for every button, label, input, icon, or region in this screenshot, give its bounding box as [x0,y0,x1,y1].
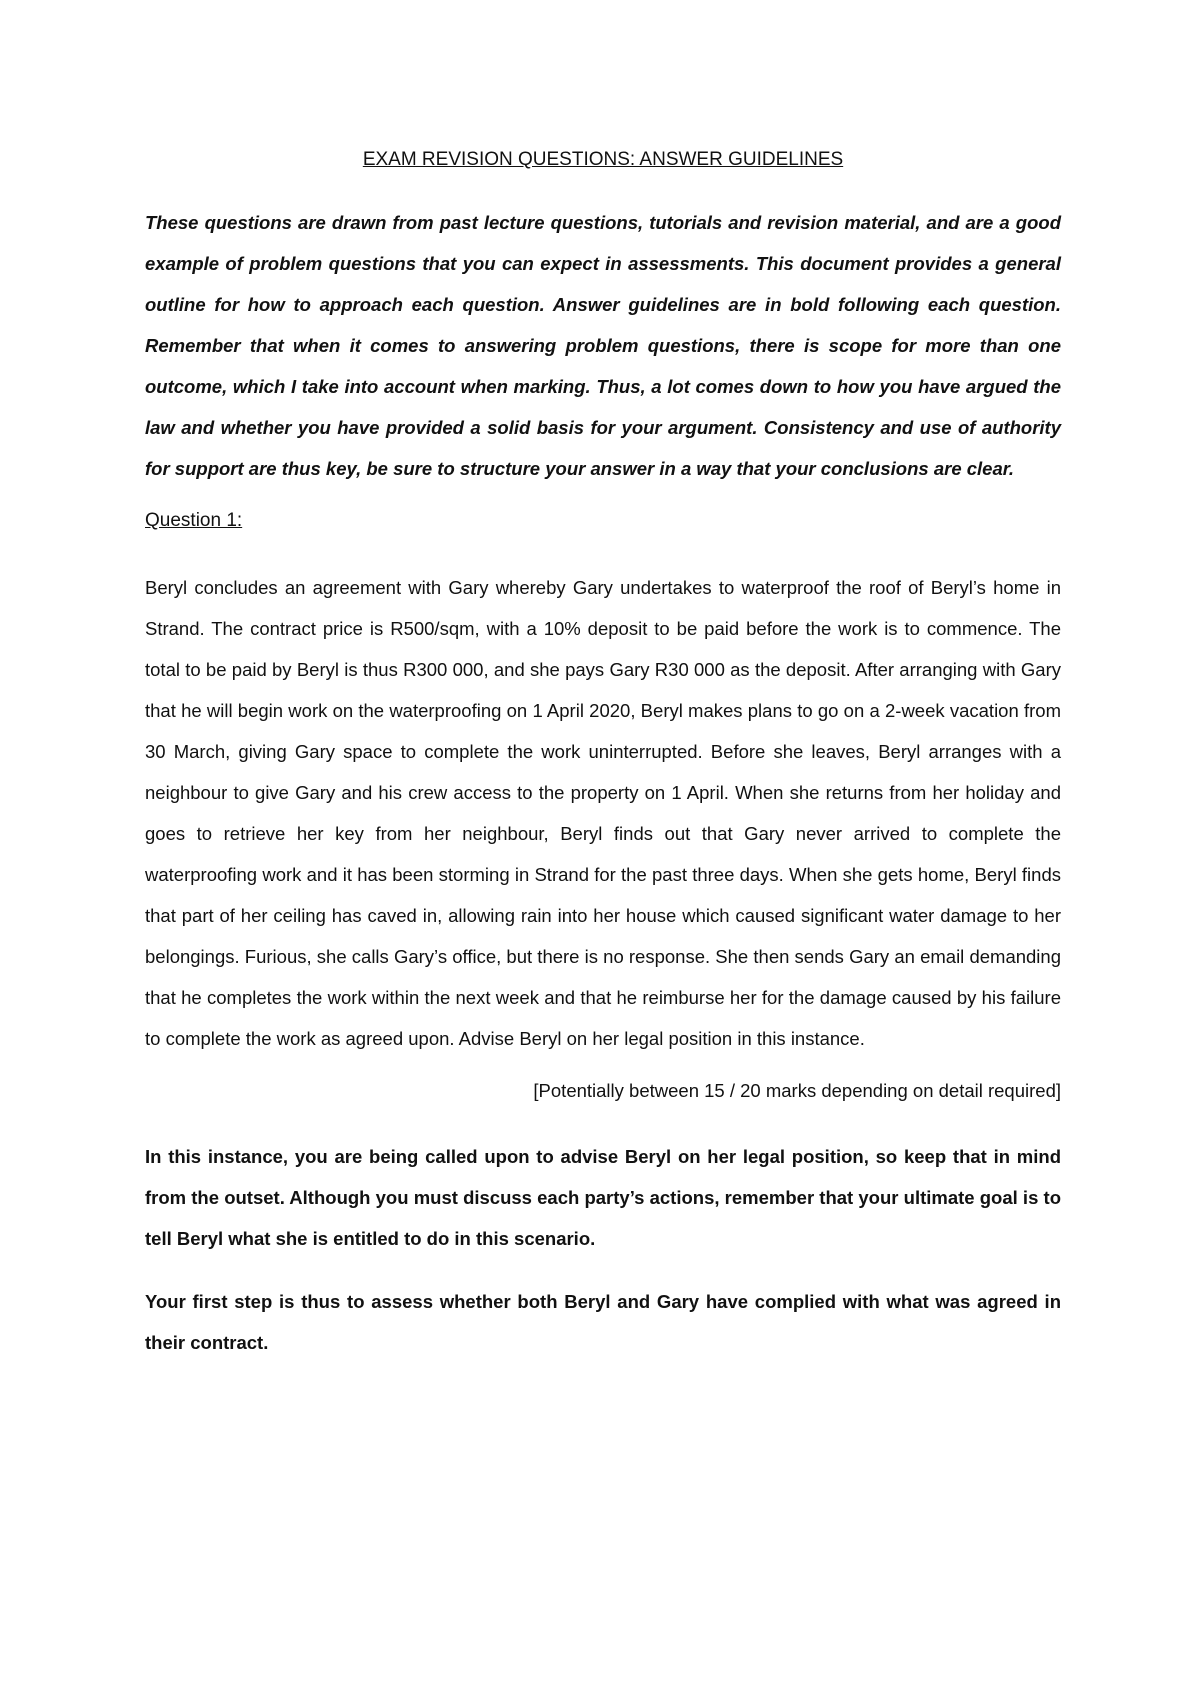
guideline-paragraph-1: In this instance, you are being called upon to advise Beryl on her legal position, so keep that in mind from the outset. Although you must discuss each party’s actions, remember that your ultimate goal is to tell Beryl what she is entitled to do in this scenario. [145,1146,1061,1249]
question-heading: Question 1: [145,510,243,531]
scenario-paragraph: Beryl concludes an agreement with Gary whereby Gary undertakes to waterproof the roof of Beryl’s home in Strand. The contract price is R500/sqm, with a 10% deposit to be paid before the work is to commence. The total to be paid by Beryl is thus R300 000, and she pays Gary R30 000 as the deposit. After arranging with Gary that he will begin work on the waterproofing on 1 April 2020, Beryl makes plans to go on a 2-week vacation from 30 March, giving Gary space to complete the work uninterrupted. Before she leaves, Beryl arranges with a neighbour to give Gary and his crew access to the property on 1 April. When she returns from her holiday and goes to retrieve her key from her neighbour, Beryl finds out that Gary never arrived to complete the waterproofing work and it has been storming in Strand for the past three days. When she gets home, Beryl finds that part of her ceiling has caved in, allowing rain into her house which caused significant water damage to her belongings. Furious, she calls Gary’s office, but there is no response. She then sends Gary an email demanding that he completes the work within the next week and that he reimburse her for the damage caused by his failure to complete the work as agreed upon. Advise Beryl on her legal position in this instance. [145,577,1061,1049]
intro-paragraph: These questions are drawn from past lecture questions, tutorials and revision material, and are a good example of problem questions that you can expect in assessments. This document provides a general outline for how to approach each question. Answer guidelines are in bold following each question. Remember that when it comes to answering problem questions, there is scope for more than one outcome, which I take into account when marking. Thus, a lot comes down to how you have argued the law and whether you have provided a solid basis for your argument. Consistency and use of authority for support are thus key, be sure to structure your answer in a way that your conclusions are clear. [145,212,1061,479]
guideline-paragraph-2: Your first step is thus to assess whether both Beryl and Gary have complied with what was agreed in their contract. [145,1291,1061,1353]
marks-note: [Potentially between 15 / 20 marks depending on detail required] [533,1080,1061,1101]
document-title: EXAM REVISION QUESTIONS: ANSWER GUIDELINES [362,149,844,170]
document-body [145,148,1061,1385]
